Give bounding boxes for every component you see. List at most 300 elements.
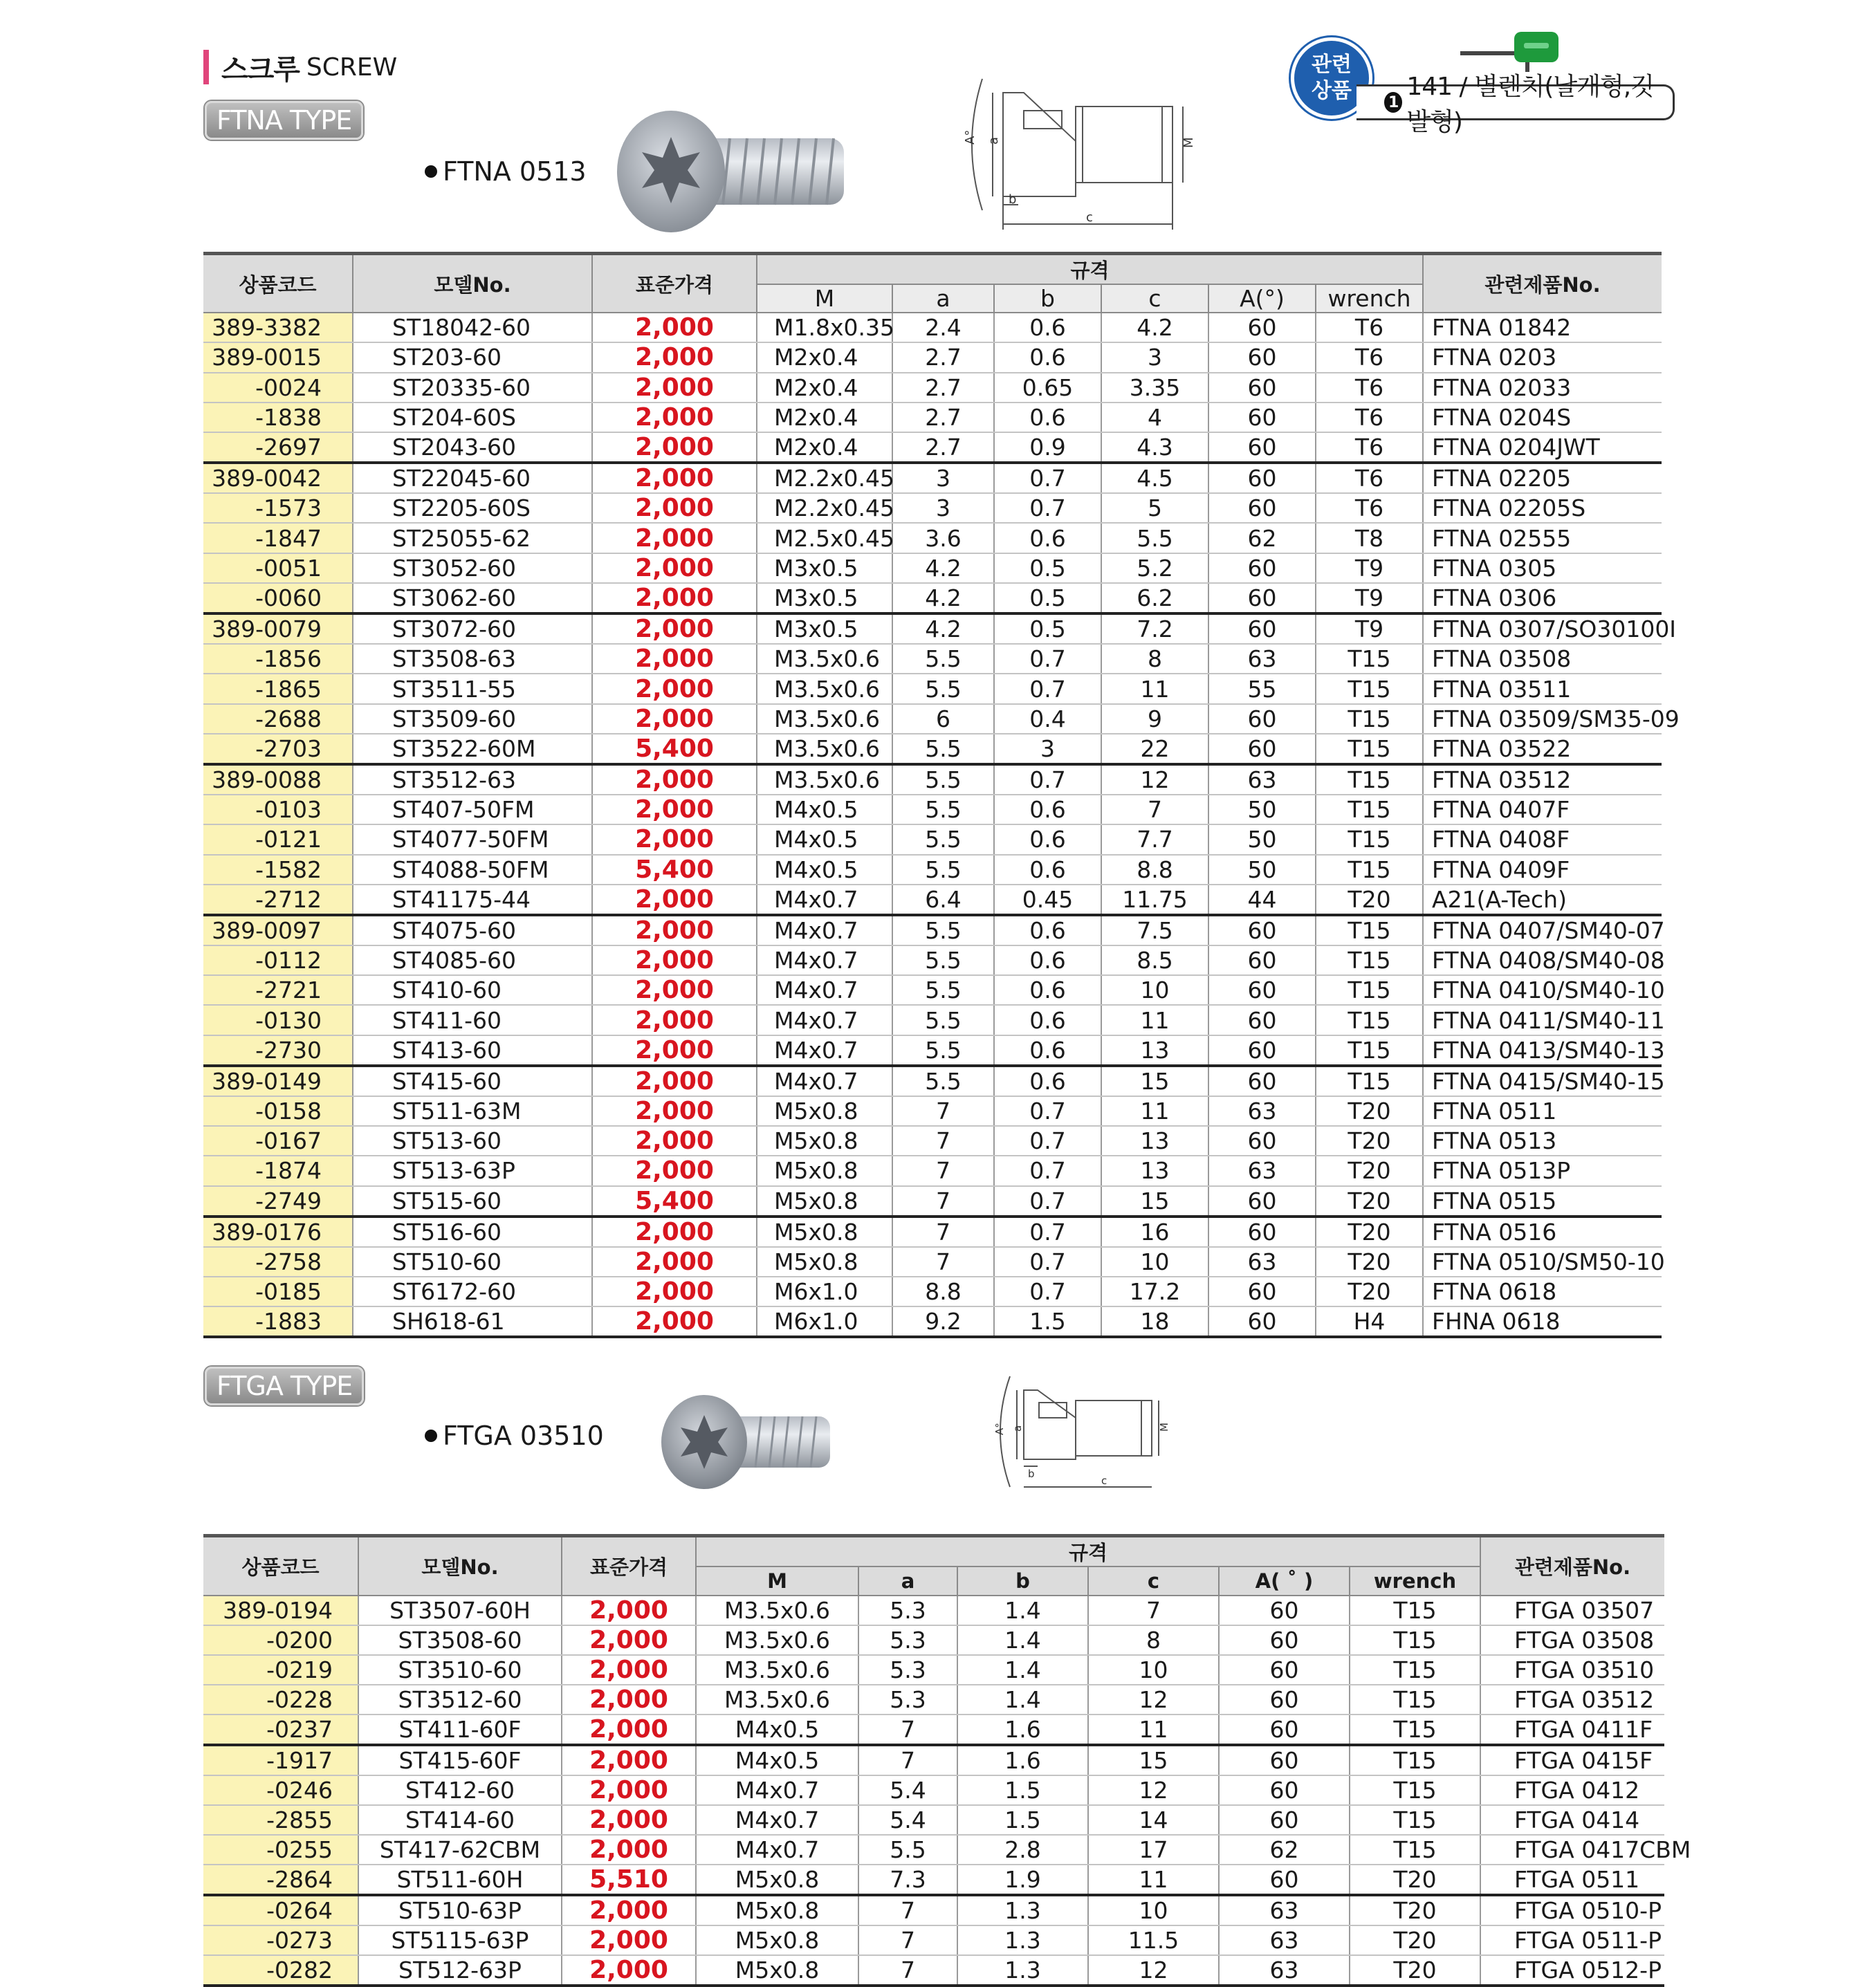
cell-a: 2.7 [892, 373, 994, 403]
cell-price: 2,000 [562, 1596, 696, 1625]
cell-wrench: T15 [1316, 855, 1423, 885]
cell-c: 10 [1101, 975, 1208, 1005]
cell-related: FTNA 0415/SM40-15 [1423, 1066, 1662, 1096]
cell-angle: 60 [1208, 1277, 1316, 1306]
cell-price: 2,000 [592, 463, 757, 493]
cell-a: 5.4 [858, 1805, 957, 1835]
cell-a: 3.6 [892, 523, 994, 553]
cell-a: 5.5 [892, 945, 994, 975]
cell-related: FTGA 0511 [1480, 1865, 1664, 1895]
cell-code: -1847 [203, 523, 353, 553]
cell-code: -0167 [203, 1126, 353, 1156]
cell-wrench: T6 [1316, 493, 1423, 523]
cell-model: ST411-60F [358, 1715, 562, 1745]
cell-m: M3.5x0.6 [757, 734, 892, 764]
cell-related: FTNA 0411/SM40-11 [1423, 1005, 1662, 1035]
cell-c: 15 [1101, 1066, 1208, 1096]
cell-m: M6x1.0 [757, 1277, 892, 1306]
drawing-label-b: b [1028, 1468, 1035, 1480]
cell-c: 6.2 [1101, 583, 1208, 613]
col-header-b: b [957, 1567, 1088, 1596]
drawing-label-angle: A° [963, 129, 977, 145]
cell-code: -0228 [203, 1685, 358, 1715]
cell-code: -1582 [203, 855, 353, 885]
cell-c: 5.2 [1101, 553, 1208, 583]
cell-code: -0273 [203, 1925, 358, 1955]
cell-c: 3 [1101, 342, 1208, 372]
cell-b: 1.4 [957, 1596, 1088, 1625]
cell-model: ST18042-60 [353, 313, 592, 342]
cell-model: ST2043-60 [353, 432, 592, 463]
cell-related: FTNA 03511 [1423, 674, 1662, 703]
cell-a: 5.3 [858, 1625, 957, 1655]
cell-model: ST417-62CBM [358, 1835, 562, 1865]
cell-c: 11 [1101, 1005, 1208, 1035]
cell-code: -1856 [203, 644, 353, 674]
cell-b: 0.7 [994, 644, 1101, 674]
cell-m: M4x0.7 [757, 945, 892, 975]
cell-code: -0121 [203, 824, 353, 854]
cell-related: FTGA 0417CBM [1480, 1835, 1664, 1865]
table-row [203, 764, 1662, 795]
cell-price: 2,000 [592, 1126, 757, 1156]
cell-related: FTNA 02033 [1423, 373, 1662, 403]
table-row [203, 493, 1662, 523]
cell-price: 2,000 [592, 764, 757, 795]
cell-c: 17.2 [1101, 1277, 1208, 1306]
cell-related: FTNA 0513P [1423, 1156, 1662, 1185]
cell-angle: 60 [1208, 583, 1316, 613]
cell-code: -0024 [203, 373, 353, 403]
cell-b: 1.5 [957, 1805, 1088, 1835]
table-row [203, 553, 1662, 583]
cell-model: ST204-60S [353, 403, 592, 432]
table-row [203, 1217, 1662, 1247]
cell-code: 389-0149 [203, 1066, 353, 1096]
table-row [203, 1745, 1664, 1775]
table-row [203, 644, 1662, 674]
cell-price: 2,000 [592, 674, 757, 703]
cell-wrench: T6 [1316, 313, 1423, 342]
title-korean: 스크루 [221, 53, 300, 86]
cell-related: FTGA 0510-P [1480, 1895, 1664, 1925]
cell-a: 5.5 [892, 1035, 994, 1066]
cell-wrench: T6 [1316, 463, 1423, 493]
table-row [203, 1685, 1664, 1715]
cell-m: M5x0.8 [696, 1925, 858, 1955]
cell-angle: 63 [1208, 1247, 1316, 1277]
ftga-technical-drawing [982, 1362, 1190, 1501]
cell-wrench: T15 [1316, 945, 1423, 975]
cell-price: 2,000 [592, 1156, 757, 1185]
cell-model: ST3510-60 [358, 1655, 562, 1685]
cell-price: 2,000 [562, 1685, 696, 1715]
cell-m: M3.5x0.6 [696, 1685, 858, 1715]
cell-wrench: T20 [1316, 1096, 1423, 1126]
cell-b: 0.6 [994, 313, 1101, 342]
cell-model: ST41175-44 [353, 885, 592, 915]
cell-model: ST3508-60 [358, 1625, 562, 1655]
cell-a: 5.5 [892, 1066, 994, 1096]
cell-price: 2,000 [592, 824, 757, 854]
cell-b: 0.6 [994, 1005, 1101, 1035]
cell-related: FTNA 0513 [1423, 1126, 1662, 1156]
cell-wrench: T15 [1316, 674, 1423, 703]
drawing-label-c: c [1101, 1475, 1107, 1487]
cell-angle: 60 [1208, 403, 1316, 432]
cell-m: M3.5x0.6 [757, 704, 892, 734]
table-row [203, 403, 1662, 432]
cell-price: 5,400 [592, 734, 757, 764]
col-header-m: M [757, 284, 892, 313]
cell-b: 0.9 [994, 432, 1101, 463]
cell-b: 0.7 [994, 1096, 1101, 1126]
cell-price: 2,000 [592, 583, 757, 613]
table-row [203, 915, 1662, 945]
drawing-label-angle: A° [993, 1423, 1006, 1435]
cell-price: 2,000 [592, 553, 757, 583]
drawing-label-b: b [1009, 192, 1017, 207]
cell-m: M4x0.7 [696, 1835, 858, 1865]
cell-price: 2,000 [562, 1805, 696, 1835]
cell-related: FTNA 03508 [1423, 644, 1662, 674]
cell-c: 4.2 [1101, 313, 1208, 342]
table-row [203, 1096, 1662, 1126]
cell-wrench: T15 [1350, 1596, 1480, 1625]
cell-related: FTNA 0410/SM40-10 [1423, 975, 1662, 1005]
cell-a: 7 [892, 1247, 994, 1277]
cell-angle: 60 [1219, 1685, 1350, 1715]
cell-code: -1874 [203, 1156, 353, 1185]
cell-model: ST512-63P [358, 1955, 562, 1986]
cell-angle: 60 [1219, 1805, 1350, 1835]
cell-c: 15 [1088, 1745, 1219, 1775]
cell-c: 7.7 [1101, 824, 1208, 854]
cell-angle: 60 [1208, 975, 1316, 1005]
cell-code: 389-0015 [203, 342, 353, 372]
col-header-angle: A(°) [1208, 284, 1316, 313]
cell-a: 5.3 [858, 1655, 957, 1685]
cell-related: FTNA 0413/SM40-13 [1423, 1035, 1662, 1066]
cell-c: 18 [1101, 1306, 1208, 1337]
cell-m: M3.5x0.6 [696, 1596, 858, 1625]
cell-code: -0130 [203, 1005, 353, 1035]
cell-a: 5.5 [892, 644, 994, 674]
cell-model: ST515-60 [353, 1186, 592, 1217]
cell-code: -2855 [203, 1805, 358, 1835]
cell-a: 2.7 [892, 403, 994, 432]
cell-angle: 50 [1208, 855, 1316, 885]
cell-b: 0.7 [994, 493, 1101, 523]
cell-model: ST513-63P [353, 1156, 592, 1185]
cell-model: ST407-50FM [353, 795, 592, 824]
cell-code: -2749 [203, 1186, 353, 1217]
cell-model: ST3512-60 [358, 1685, 562, 1715]
cell-code: 389-0079 [203, 613, 353, 644]
cell-code: -0158 [203, 1096, 353, 1126]
cell-c: 15 [1101, 1186, 1208, 1217]
table-row [203, 1715, 1664, 1745]
cell-m: M3x0.5 [757, 613, 892, 644]
cell-price: 2,000 [592, 493, 757, 523]
cell-m: M2x0.4 [757, 342, 892, 372]
cell-related: FTGA 0412 [1480, 1775, 1664, 1805]
cell-m: M4x0.5 [757, 824, 892, 854]
cell-model: ST513-60 [353, 1126, 592, 1156]
cell-angle: 60 [1208, 373, 1316, 403]
cell-model: ST3508-63 [353, 644, 592, 674]
cell-wrench: T15 [1316, 1005, 1423, 1035]
cell-angle: 60 [1219, 1715, 1350, 1745]
cell-related: FTGA 03512 [1480, 1685, 1664, 1715]
cell-a: 7 [892, 1217, 994, 1247]
cell-c: 5.5 [1101, 523, 1208, 553]
cell-m: M5x0.8 [696, 1865, 858, 1895]
cell-b: 1.6 [957, 1745, 1088, 1775]
cell-c: 7 [1101, 795, 1208, 824]
cell-wrench: T15 [1350, 1805, 1480, 1835]
cell-wrench: T15 [1350, 1625, 1480, 1655]
cell-m: M3x0.5 [757, 553, 892, 583]
col-header-related: 관련제품No. [1480, 1536, 1664, 1596]
cell-code: -1838 [203, 403, 353, 432]
cell-code: 389-3382 [203, 313, 353, 342]
cell-model: ST22045-60 [353, 463, 592, 493]
cell-c: 8 [1101, 644, 1208, 674]
cell-related: FTGA 0511-P [1480, 1925, 1664, 1955]
cell-a: 3 [892, 493, 994, 523]
table-row [203, 734, 1662, 764]
cell-model: ST411-60 [353, 1005, 592, 1035]
table-row [203, 583, 1662, 613]
cell-c: 12 [1088, 1685, 1219, 1715]
table-row [203, 1247, 1662, 1277]
cell-m: M4x0.5 [696, 1715, 858, 1745]
table-row [203, 885, 1662, 915]
table-row [203, 1655, 1664, 1685]
cell-model: ST511-63M [353, 1096, 592, 1126]
cell-wrench: T20 [1350, 1955, 1480, 1986]
cell-b: 0.7 [994, 1217, 1101, 1247]
cell-m: M5x0.8 [696, 1955, 858, 1986]
cell-c: 12 [1088, 1775, 1219, 1805]
cell-wrench: T15 [1350, 1685, 1480, 1715]
cell-c: 3.35 [1101, 373, 1208, 403]
cell-a: 7.3 [858, 1865, 957, 1895]
cell-related: FTNA 0511 [1423, 1096, 1662, 1126]
cell-angle: 60 [1208, 613, 1316, 644]
cell-wrench: T20 [1350, 1895, 1480, 1925]
cell-angle: 60 [1208, 493, 1316, 523]
cell-m: M4x0.7 [757, 1066, 892, 1096]
cell-c: 16 [1101, 1217, 1208, 1247]
cell-code: -0282 [203, 1955, 358, 1986]
ftga-screw-photo [657, 1390, 837, 1494]
cell-a: 4.2 [892, 583, 994, 613]
cell-wrench: T20 [1316, 1217, 1423, 1247]
cell-model: ST3072-60 [353, 613, 592, 644]
cell-c: 13 [1101, 1035, 1208, 1066]
cell-wrench: T15 [1350, 1715, 1480, 1745]
cell-c: 4.5 [1101, 463, 1208, 493]
cell-model: ST6172-60 [353, 1277, 592, 1306]
cell-angle: 60 [1208, 1186, 1316, 1217]
cell-a: 5.5 [892, 915, 994, 945]
cell-a: 2.4 [892, 313, 994, 342]
col-header-m: M [696, 1567, 858, 1596]
cell-wrench: T15 [1316, 734, 1423, 764]
cell-price: 2,000 [562, 1745, 696, 1775]
table-row [203, 1895, 1664, 1925]
cell-c: 11 [1088, 1865, 1219, 1895]
cell-code: -2697 [203, 432, 353, 463]
cell-b: 0.6 [994, 523, 1101, 553]
cell-m: M4x0.7 [757, 1005, 892, 1035]
table-row [203, 463, 1662, 493]
cell-m: M5x0.8 [757, 1156, 892, 1185]
cell-related: FTNA 0409F [1423, 855, 1662, 885]
cell-code: -2758 [203, 1247, 353, 1277]
cell-a: 5.5 [858, 1835, 957, 1865]
cell-b: 0.7 [994, 764, 1101, 795]
cell-a: 7 [892, 1096, 994, 1126]
table-row [203, 1005, 1662, 1035]
title-accent-bar [203, 50, 209, 84]
ftga-table-body [203, 1596, 1691, 1986]
cell-wrench: T6 [1316, 373, 1423, 403]
col-header-angle: A( ˚ ) [1219, 1567, 1350, 1596]
cell-c: 8.5 [1101, 945, 1208, 975]
col-header-model: 모델No. [353, 254, 592, 313]
cell-related: FTGA 03507 [1480, 1596, 1664, 1625]
col-header-code: 상품코드 [203, 254, 353, 313]
cell-b: 1.4 [957, 1625, 1088, 1655]
cell-price: 2,000 [562, 1715, 696, 1745]
cell-angle: 60 [1219, 1655, 1350, 1685]
col-header-price: 표준가격 [592, 254, 757, 313]
cell-b: 0.6 [994, 975, 1101, 1005]
cell-related: FTNA 0618 [1423, 1277, 1662, 1306]
cell-a: 5.5 [892, 975, 994, 1005]
cell-wrench: T6 [1316, 432, 1423, 463]
cell-c: 5 [1101, 493, 1208, 523]
cell-model: ST2205-60S [353, 493, 592, 523]
cell-code: 389-0194 [203, 1596, 358, 1625]
cell-b: 0.7 [994, 1126, 1101, 1156]
cell-model: ST20335-60 [353, 373, 592, 403]
cell-model: ST25055-62 [353, 523, 592, 553]
cell-related: FTNA 0516 [1423, 1217, 1662, 1247]
related-number: 1 [1384, 92, 1402, 113]
related-pill [1357, 73, 1675, 136]
bullet-icon [425, 165, 437, 178]
cell-wrench: T9 [1316, 613, 1423, 644]
cell-b: 1.5 [957, 1775, 1088, 1805]
table-row [203, 613, 1662, 644]
cell-wrench: T15 [1316, 795, 1423, 824]
cell-code: 389-0176 [203, 1217, 353, 1247]
cell-a: 4.2 [892, 553, 994, 583]
cell-related: FTNA 0305 [1423, 553, 1662, 583]
cell-related: FTNA 0407F [1423, 795, 1662, 824]
cell-m: M5x0.8 [757, 1096, 892, 1126]
cell-c: 13 [1101, 1156, 1208, 1185]
cell-code: -2721 [203, 975, 353, 1005]
cell-c: 8 [1088, 1625, 1219, 1655]
ftna-type-badge: FTNA TYPE [205, 101, 363, 140]
cell-price: 2,000 [592, 1306, 757, 1337]
cell-m: M1.8x0.35 [757, 313, 892, 342]
col-header-c: c [1088, 1567, 1219, 1596]
cell-price: 2,000 [592, 342, 757, 372]
cell-angle: 60 [1208, 463, 1316, 493]
cell-c: 11 [1088, 1715, 1219, 1745]
cell-model: ST3062-60 [353, 583, 592, 613]
cell-model: ST4077-50FM [353, 824, 592, 854]
cell-angle: 60 [1208, 313, 1316, 342]
cell-angle: 50 [1208, 795, 1316, 824]
cell-b: 0.6 [994, 945, 1101, 975]
cell-related: FTNA 0408/SM40-08 [1423, 945, 1662, 975]
table-row [203, 1775, 1664, 1805]
cell-a: 9.2 [892, 1306, 994, 1337]
cell-angle: 60 [1208, 1217, 1316, 1247]
cell-b: 0.6 [994, 1066, 1101, 1096]
cell-b: 0.6 [994, 795, 1101, 824]
cell-a: 8.8 [892, 1277, 994, 1306]
cell-m: M4x0.7 [757, 915, 892, 945]
cell-related: FTGA 0512-P [1480, 1955, 1664, 1986]
table-row [203, 313, 1662, 342]
col-header-spec: 규격 [757, 254, 1423, 285]
cell-code: -0051 [203, 553, 353, 583]
cell-angle: 60 [1219, 1775, 1350, 1805]
cell-angle: 63 [1219, 1925, 1350, 1955]
cell-price: 2,000 [592, 373, 757, 403]
drawing-label-m: M [1181, 137, 1196, 148]
ftga-spec-table [203, 1534, 1691, 1987]
related-line1: 관련 [1312, 53, 1352, 77]
cell-wrench: T15 [1316, 764, 1423, 795]
cell-m: M4x0.5 [757, 795, 892, 824]
related-line2: 상품 [1312, 79, 1352, 103]
cell-b: 0.7 [994, 463, 1101, 493]
cell-b: 0.6 [994, 342, 1101, 372]
cell-m: M2x0.4 [757, 432, 892, 463]
cell-code: -1883 [203, 1306, 353, 1337]
cell-a: 7 [892, 1156, 994, 1185]
cell-code: -2712 [203, 885, 353, 915]
cell-model: ST203-60 [353, 342, 592, 372]
cell-model: ST412-60 [358, 1775, 562, 1805]
cell-code: -0200 [203, 1625, 358, 1655]
cell-a: 5.5 [892, 1005, 994, 1035]
cell-wrench: T20 [1316, 1277, 1423, 1306]
cell-price: 2,000 [562, 1955, 696, 1986]
cell-model: ST4085-60 [353, 945, 592, 975]
cell-wrench: T20 [1350, 1925, 1480, 1955]
cell-angle: 44 [1208, 885, 1316, 915]
cell-m: M3.5x0.6 [757, 764, 892, 795]
cell-b: 0.4 [994, 704, 1101, 734]
cell-wrench: T20 [1316, 885, 1423, 915]
cell-c: 9 [1101, 704, 1208, 734]
cell-related: FTNA 0407/SM40-07 [1423, 915, 1662, 945]
cell-price: 2,000 [562, 1835, 696, 1865]
cell-b: 1.4 [957, 1685, 1088, 1715]
cell-model: SH618-61 [353, 1306, 592, 1337]
cell-b: 1.9 [957, 1865, 1088, 1895]
